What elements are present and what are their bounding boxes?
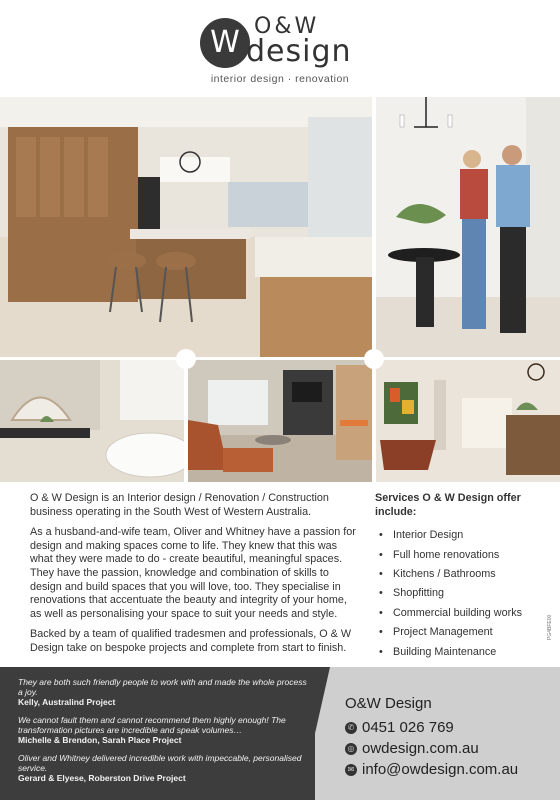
testimonial-author: Gerard & Elyese, Roberston Drive Project bbox=[18, 773, 186, 783]
testimonials bbox=[18, 677, 308, 791]
contact-website[interactable] bbox=[345, 739, 555, 759]
testimonial-quote: Oliver and Whitney delivered incredible work with impeccable, personalised service. bbox=[18, 753, 302, 773]
testimonial-author: Michelle & Brendon, Sarah Place Project bbox=[18, 735, 182, 745]
owners-photo bbox=[376, 97, 560, 357]
services-list bbox=[375, 492, 545, 665]
services-title: Services O & W Design offer include: bbox=[375, 492, 521, 518]
phone-icon: ✆ bbox=[345, 722, 357, 734]
service-item: • Shopfitting bbox=[375, 587, 545, 600]
contact-email[interactable] bbox=[345, 760, 555, 780]
tagline: interior design · renovation bbox=[210, 73, 350, 85]
testimonial-author: Kelly, Australind Project bbox=[18, 697, 116, 707]
logo-ow-text: O&W bbox=[254, 14, 320, 39]
mail-icon: ✉ bbox=[345, 764, 357, 776]
divider-dot bbox=[364, 349, 384, 369]
kitchen-photo bbox=[0, 97, 372, 357]
intro-paragraph-3: Backed by a team of qualified tradesmen and professionals, O & W Design take on bespoke projects and complete from start to finish. bbox=[30, 628, 352, 654]
contact-details bbox=[345, 695, 555, 781]
testimonial bbox=[18, 753, 308, 783]
testimonial bbox=[18, 715, 308, 745]
contact-phone[interactable] bbox=[345, 718, 555, 738]
services-items bbox=[375, 529, 545, 658]
living-room-photo bbox=[188, 360, 372, 482]
ad-code: PG4BFE00 bbox=[547, 614, 553, 640]
logo-design-text: design bbox=[246, 34, 352, 69]
phone-number: 0451 026 769 bbox=[362, 719, 454, 736]
website-link: owdesign.com.au bbox=[362, 740, 479, 757]
intro-text bbox=[30, 492, 360, 663]
contact-company: O&W Design bbox=[345, 695, 432, 712]
header bbox=[0, 0, 560, 96]
service-item: • Interior Design bbox=[375, 529, 545, 542]
testimonial-quote: They are both such friendly people to work with and made the whole process a joy. bbox=[18, 677, 307, 697]
logo-letter: W bbox=[210, 25, 240, 60]
divider-dot bbox=[176, 349, 196, 369]
intro-paragraph-2: As a husband-and-wife team, Oliver and Whitney have a passion for design and making spaces come to life. They knew that this was what they were made to do - create beautiful, meaningful spaces. They have the passion, knowledge and combination of skills to design and build spaces that you will love, too. They specialise in renovations that accentuate the beauty and integrity of your home, as well as personalising your space to suit your needs and style. bbox=[30, 526, 356, 620]
intro-paragraph-1: O & W Design is an Interior design / Renovation / Construction business operating in the South West of Western Australia. bbox=[30, 492, 329, 518]
testimonial bbox=[18, 677, 308, 707]
service-item: • Building Maintenance bbox=[375, 646, 545, 659]
testimonial-quote: We cannot fault them and cannot recommend them highly enough! The transformation pictures are incredible and speak volumes… bbox=[18, 715, 286, 735]
service-item: • Commercial building works bbox=[375, 607, 545, 620]
hallway-photo bbox=[376, 360, 560, 482]
service-item: • Kitchens / Bathrooms bbox=[375, 568, 545, 581]
globe-icon: ◎ bbox=[345, 743, 357, 755]
service-item: • Project Management bbox=[375, 626, 545, 639]
email-link: info@owdesign.com.au bbox=[362, 761, 519, 778]
service-item: • Full home renovations bbox=[375, 549, 545, 562]
bathroom-photo bbox=[0, 360, 184, 482]
logo-mark bbox=[200, 18, 250, 68]
